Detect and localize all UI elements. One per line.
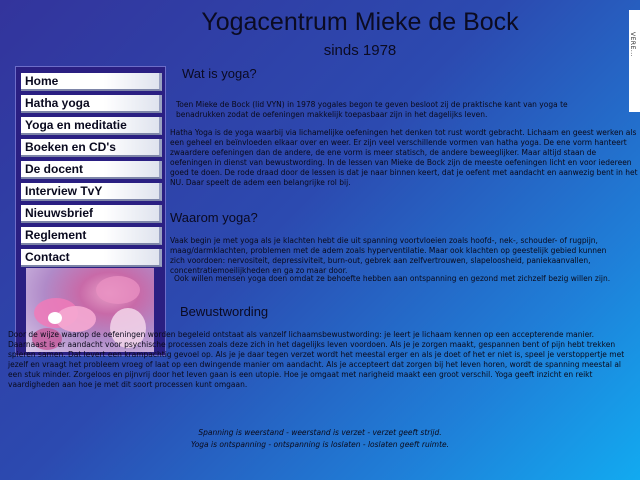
paragraph-intro: Toen Mieke de Bock (lid VYN) in 1978 yogales begon te geven besloot zij de praktische kant van yoga te benadrukken zodat de oefeningen makkelijk toepasbaar zijn in het dagelijks leven. (176, 100, 568, 119)
paragraph-hatha-yoga: Hatha Yoga is de yoga waarbij via lichamelijke oefeningen het denken tot rust wordt gebracht. Lichaam en geest werken als een geheel en beïnvloeden elkaar over en weer. Er zijn veel verschillende vormen van hatha yoga. De ene vorm hanteert zwaardere oefeningen dan de andere, de ene vorm is meer statisch, de andere beweeglijker. Maar altijd staan de oefeningen in dienst van bewustwording. In de lessen van Mieke de Bock zijn de meeste oefeningen licht en voor iedereen goed te doen. De rode draad door de lessen is dat je naar binnen keert, dat je oefent met aandacht en aanwezig bent in het NU. Daar speelt de adem een belangrijke rol bij. (170, 128, 638, 187)
site-title: Yogacentrum Mieke de Bock (201, 8, 519, 36)
nav-item-home[interactable]: Home (21, 73, 162, 91)
section-heading-waarom-yoga: Waarom yoga? (170, 210, 258, 225)
paragraph-bewustwording: Door de wijze waarop de oefeningen worden begeleid ontstaat als vanzelf lichaamsbewustwording: je leert je lichaam kennen op een accepterende manier. Daarnaast is er aandacht voor psychische processen zoals deze zich in het dagelijks leven voordoen. Als je je zorgen maakt, gespannen bent of pijn hebt trekken spieren samen. Dat levert een krampachtig gevoel op. Als je je daar tegen verzet wordt het meestal erger en als je doet of het er niet is, speel je verstoppertje met jezelf en vraagt het probleem vroeg of laat op een dwingende manier om aandacht. Als je accepteert dat zorgen bij het leven horen, wordt de spanning meestal al een stuk minder. Zorgeloos en pijnvrij door het leven gaan is een utopie. Hoe je omgaat met narigheid maakt een groot verschil. Yoga geeft inzicht en reikt vaardigheden aan hoe je met dit soort processen kunt omgaan. (8, 330, 625, 389)
nav-panel (15, 66, 166, 356)
nav-item-contact[interactable]: Contact (21, 249, 162, 267)
nav-item-yoga-en-meditatie[interactable]: Yoga en meditatie (21, 117, 162, 135)
paragraph-waarom-yoga-extra: Ook willen mensen yoga doen omdat ze behoefte hebben aan ontspanning en gezond met zichzelf bezig willen zijn. (174, 274, 611, 283)
nav-item-de-docent[interactable]: De docent (21, 161, 162, 179)
quote-line-1: Spanning is weerstand - weerstand is verzet - verzet geeft strijd. (198, 428, 442, 437)
quote-line-2: Yoga is ontspanning - ontspanning is loslaten - loslaten geeft ruimte. (190, 440, 450, 449)
nav-item-boeken-en-cds[interactable]: Boeken en CD's (21, 139, 162, 157)
nav-item-nieuwsbrief[interactable]: Nieuwsbrief (21, 205, 162, 223)
nav-item-interview-tvy[interactable]: Interview TvY (21, 183, 162, 201)
paragraph-waarom-yoga: Vaak begin je met yoga als je klachten hebt die uit spanning voortvloeien zoals hoofd-, nek-, schouder- of rugpijn, maag/darmklachten, problemen met de adem zoals hyperventilatie. Maar ook klachten op geestelijk gebied kunnen zich voordoen: nervositeit, depressiviteit, burn-out, gebrek aan zelfvertrouwen, slapeloosheid, paniekaanvallen, concentratiemoeilijkheden en ga zo maar door. (170, 236, 607, 275)
section-heading-bewustwording: Bewustwording (180, 304, 269, 319)
side-badge[interactable] (629, 10, 640, 112)
side-badge-text: VERE... (629, 32, 636, 58)
section-heading-wat-is-yoga: Wat is yoga? (182, 66, 257, 81)
nav-item-hatha-yoga[interactable]: Hatha yoga (21, 95, 162, 113)
nav-item-reglement[interactable]: Reglement (21, 227, 162, 245)
site-subtitle: sinds 1978 (323, 42, 397, 59)
